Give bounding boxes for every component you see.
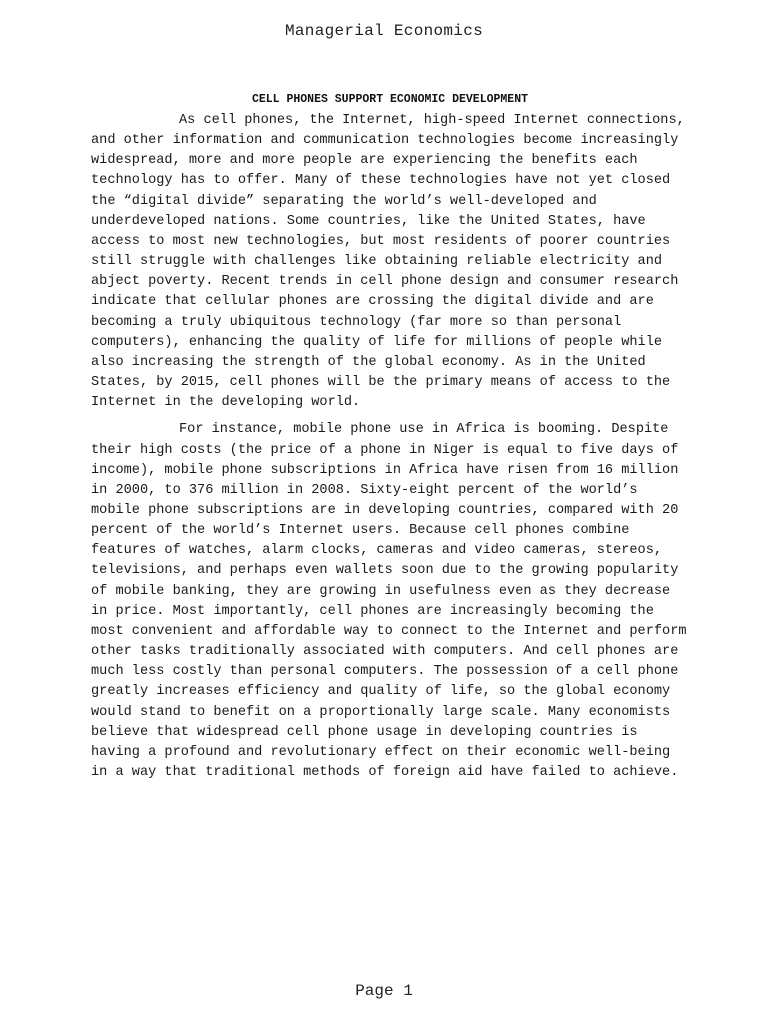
document-body: [91, 93, 687, 790]
page-number: Page 1: [355, 982, 413, 1000]
paragraph-1: As cell phones, the Internet, high-speed Internet connections, and other information and communication technologies become increasingly widespread, more and more people are experiencing the benefits each technology has to offer. Many of these technologies have not yet closed the “digital divide” separating the world’s well-developed and underdeveloped nations. Some countries, like the United States, have access to most new technologies, but most residents of poorer countries still struggle with challenges like obtaining reliable electricity and abject poverty. Recent trends in cell phone design and consumer research indicate that cellular phones are crossing the digital divide and are becoming a truly ubiquitous technology (far more so than personal computers), enhancing the quality of life for millions of people while also increasing the strength of the global economy. As in the United States, by 2015, cell phones will be the primary means of access to the Internet in the developing world.: [91, 113, 685, 411]
page-header: Managerial Economics: [284, 22, 484, 40]
document-title: CELL PHONES SUPPORT ECONOMIC DEVELOPMENT: [251, 93, 529, 106]
paragraph-2: For instance, mobile phone use in Africa is booming. Despite their high costs (the price of a phone in Niger is equal to five days of income), mobile phone subscriptions in Africa have risen from 16 million in 2000, to 376 million in 2008. Sixty-eight percent of the world’s mobile phone subscriptions are in developing countries, compared with 20 percent of the world’s Internet users. Because cell phones combine features of watches, alarm clocks, cameras and video cameras, stereos, televisions, and perhaps even wallets soon due to the growing popularity of mobile banking, they are growing in usefulness even as they decrease in price. Most importantly, cell phones are increasingly becoming the most convenient and affordable way to connect to the Internet and perform other tasks traditionally associated with computers. And cell phones are much less costly than personal computers. The possession of a cell phone greatly increases efficiency and quality of life, so the global economy would stand to benefit on a proportionally large scale. Many economists believe that widespread cell phone usage in developing countries is having a profound and revolutionary effect on their economic well-being in a way that traditional methods of foreign aid have failed to achieve.: [91, 422, 687, 780]
